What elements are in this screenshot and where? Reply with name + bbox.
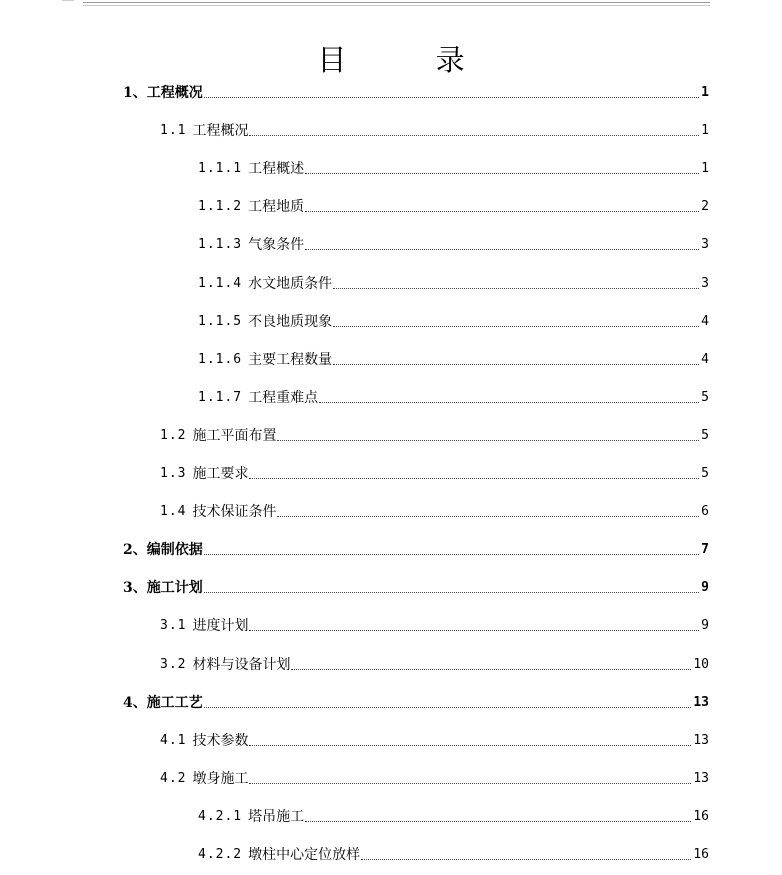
toc-entry-label: 技术参数 [192, 733, 249, 749]
toc-entry[interactable] [198, 385, 709, 407]
dot-leader [305, 249, 699, 250]
toc-entry[interactable] [160, 652, 709, 674]
toc-entry-label: 工程地质 [248, 199, 305, 215]
toc-entry[interactable] [198, 232, 709, 254]
toc-entry-label: 进度计划 [192, 618, 249, 634]
dot-leader [249, 478, 699, 479]
dot-leader [204, 97, 699, 98]
dot-leader [361, 859, 691, 860]
dot-leader [277, 440, 699, 441]
toc-entry[interactable] [123, 690, 709, 712]
toc-entry[interactable] [160, 118, 709, 140]
toc-entry[interactable] [160, 499, 709, 521]
toc-entry[interactable] [160, 613, 709, 635]
dot-leader [305, 821, 691, 822]
toc-entry[interactable] [123, 537, 709, 559]
dot-leader [204, 592, 699, 593]
toc-entry-number: 1、 [123, 85, 147, 101]
toc-entry[interactable] [198, 271, 709, 293]
dot-leader [249, 135, 699, 136]
toc-entry-page-number: 1 [701, 161, 709, 176]
dot-leader [249, 630, 699, 631]
toc-entry-label: 塔吊施工 [248, 809, 305, 825]
toc-entry-number: 1.1.5 [198, 314, 243, 329]
dot-leader [333, 288, 699, 289]
toc-entry-page-number: 6 [701, 504, 709, 519]
toc-entry-page-number: 10 [693, 657, 709, 672]
toc-entry-number: 2、 [123, 542, 147, 558]
dot-leader [319, 402, 699, 403]
dot-leader [291, 669, 691, 670]
toc-entry[interactable] [160, 766, 709, 788]
toc-entry[interactable] [198, 842, 709, 864]
toc-entry[interactable] [198, 347, 709, 369]
toc-entry-label: 主要工程数量 [248, 352, 333, 368]
toc-entry-label: 材料与设备计划 [192, 657, 291, 673]
toc-entry[interactable] [160, 728, 709, 750]
toc-entry-page-number: 13 [693, 695, 709, 710]
toc-entry-number: 1.1.2 [198, 199, 243, 214]
toc-entry[interactable] [198, 309, 709, 331]
toc-entry-number: 4.2 [160, 771, 187, 786]
toc-entry-label: 施工平面布置 [192, 428, 277, 444]
toc-entry-page-number: 5 [701, 466, 709, 481]
toc-entry-label: 施工要求 [192, 466, 249, 482]
toc-entry[interactable] [123, 575, 709, 597]
dot-leader [249, 745, 691, 746]
toc-entry[interactable] [123, 80, 709, 102]
toc-entry-page-number: 13 [693, 771, 709, 786]
toc-entry-label: 施工工艺 [146, 695, 203, 711]
toc-entry-number: 3、 [123, 580, 147, 596]
toc-entry[interactable] [198, 156, 709, 178]
toc-entry-number: 3.2 [160, 657, 187, 672]
toc-entry-page-number: 1 [701, 85, 709, 100]
toc-entry-number: 1.3 [160, 466, 187, 481]
toc-entry-page-number: 2 [701, 199, 709, 214]
dot-leader [204, 707, 692, 708]
toc-entry[interactable] [198, 804, 709, 826]
toc-entry-number: 4.1 [160, 733, 187, 748]
toc-entry-label: 工程概述 [248, 161, 305, 177]
toc-entry-page-number: 9 [701, 618, 709, 633]
toc-entry-number: 4.2.2 [198, 847, 243, 862]
toc-title: 目 录 [317, 43, 505, 77]
dot-leader [305, 211, 699, 212]
toc-entry-page-number: 3 [701, 237, 709, 252]
toc-entry-label: 工程概况 [192, 123, 249, 139]
toc-entry-label: 水文地质条件 [248, 276, 333, 292]
toc-entry-number: 1.1.4 [198, 276, 243, 291]
dot-leader [305, 173, 699, 174]
toc-entry-page-number: 16 [693, 809, 709, 824]
dot-leader [249, 783, 691, 784]
toc-entry[interactable] [198, 194, 709, 216]
toc-entry-page-number: 4 [701, 352, 709, 367]
toc-entry-number: 1.1.3 [198, 237, 243, 252]
toc-entry-label: 工程概况 [146, 85, 203, 101]
toc-entry-label: 编制依据 [146, 542, 203, 558]
dot-leader [204, 554, 699, 555]
toc-entry-page-number: 5 [701, 428, 709, 443]
toc-entry-page-number: 5 [701, 390, 709, 405]
toc-entry-page-number: 13 [693, 733, 709, 748]
toc-entry-number: 3.1 [160, 618, 187, 633]
toc-entry-number: 1.1.6 [198, 352, 243, 367]
header-rule [83, 2, 710, 3]
toc-entry-label: 施工计划 [146, 580, 203, 596]
toc-entry-label: 墩柱中心定位放样 [248, 847, 361, 863]
dot-leader [277, 516, 699, 517]
toc-entry-number: 1.1.1 [198, 161, 243, 176]
dot-leader [333, 326, 699, 327]
toc-entry-label: 气象条件 [248, 237, 305, 253]
toc-entry-number: 1.2 [160, 428, 187, 443]
toc-entry[interactable] [160, 423, 709, 445]
page-corner-mark [62, 0, 74, 5]
toc-entry-number: 4、 [123, 695, 147, 711]
toc-entry-number: 4.2.1 [198, 809, 243, 824]
toc-entry-label: 技术保证条件 [192, 504, 277, 520]
toc-entry-number: 1.1.7 [198, 390, 243, 405]
header-rule-secondary [83, 5, 710, 6]
toc-entry-page-number: 1 [701, 123, 709, 138]
toc-entry[interactable] [160, 461, 709, 483]
toc-entry-page-number: 7 [701, 542, 709, 557]
toc-entry-page-number: 9 [701, 580, 709, 595]
toc-entry-label: 工程重难点 [248, 390, 319, 406]
toc-entry-page-number: 4 [701, 314, 709, 329]
toc-entry-number: 1.1 [160, 123, 187, 138]
toc-entry-label: 不良地质现象 [248, 314, 333, 330]
toc-entry-page-number: 16 [693, 847, 709, 862]
toc-entry-number: 1.4 [160, 504, 187, 519]
dot-leader [333, 364, 699, 365]
toc-entry-page-number: 3 [701, 276, 709, 291]
toc-entry-label: 墩身施工 [192, 771, 249, 787]
